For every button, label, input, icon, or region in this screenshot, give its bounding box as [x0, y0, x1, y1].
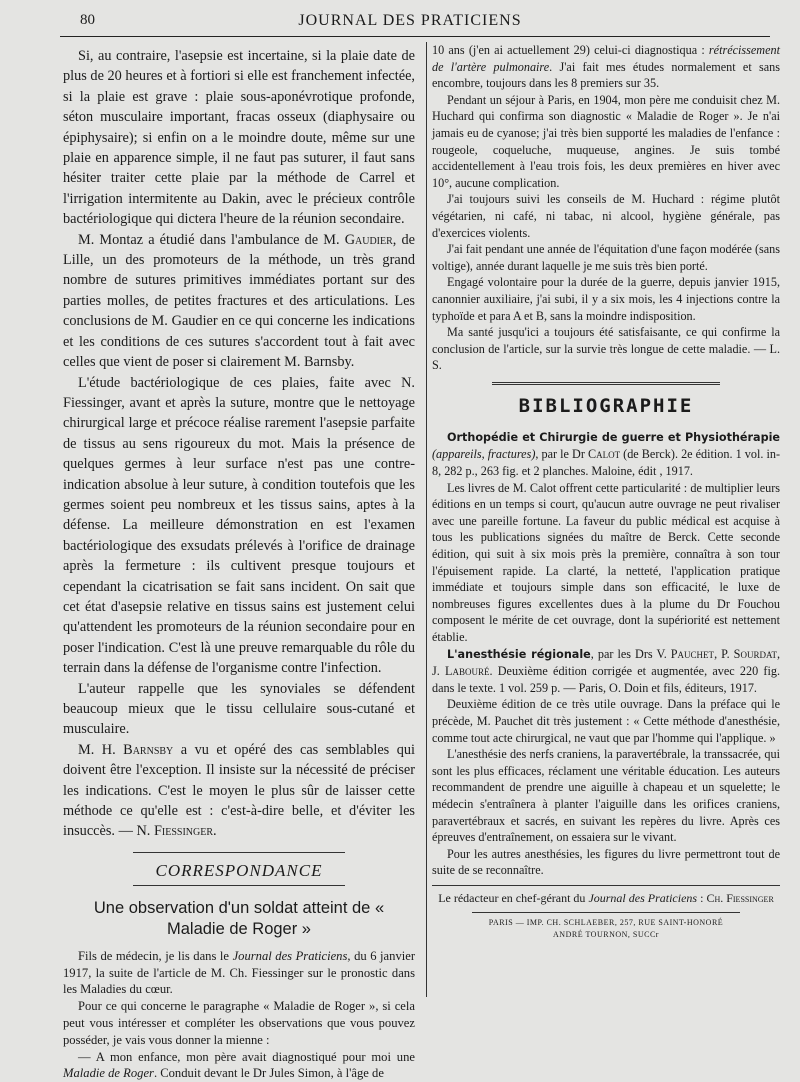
header-rule — [60, 36, 770, 37]
author-name: Gaudier — [344, 231, 393, 248]
text-run: Le rédacteur en chef-gérant du — [438, 890, 589, 905]
page-header — [60, 10, 760, 38]
footer-rule — [432, 885, 780, 886]
editor-name: Ch. Fiessinger — [706, 890, 774, 905]
text-run: M. Montaz a étudié dans l'ambulance de M. — [78, 231, 345, 248]
text-run-italic: (appareils, fractures) — [432, 447, 536, 462]
paragraph: Engagé volontaire pour la durée de la guerre, depuis janvier 1915, canonnier auxiliaire, j'ai subi, il y a six mois, les 4 injections contre la typhoïde et para A et B, sans la moindre indisposition. — [432, 275, 780, 323]
text-run: . Deuxième édition corrigée et augmentée, avec 220 fig. dans le texte. 1 vol. 259 p. — Paris, O. Doin et fils, éditeurs, 1917. — [432, 664, 780, 695]
paragraph: L'auteur rappelle que les synoviales se défendent beaucoup mieux que le tissu cellulaire sous-cutané et musculaire. — [63, 680, 415, 738]
paragraph: Pour les autres anesthésies, les figures du livre permettront tout de suite de se reconnaître. — [432, 846, 780, 878]
text-run: a vu et opéré des cas semblables qui doivent être l'exception. Il insiste sur la nécessité de préciser les indications. C'est le moyen le plus sûr de laisser cette méthode ce qu'elle est : c'est-à-dire belle, et d'éviter les insuccès. — N. — [63, 741, 415, 840]
paragraph: Si, au contraire, l'asepsie est incertaine, si la plaie date de plus de 20 heures et à fortiori si elle est franchement infectée, si la plaie est grave : plaie sous-aponévrotique profonde, séton musculaire important, fracas osseux (diaphysaire ou épiphysaire); si enfin on a le moindre doute, même sur une plaie en apparence simple, il ne faut pas suturer, il faut sans hésiter traiter cette plaie par la méthode de Carrel et l'irrigation intermitente au Dakin, avec le précieux contrôle bactériologique qui dictera l'heure de la réunion secondaire. — [63, 48, 415, 228]
paragraph: Ma santé jusqu'ici a toujours été satisfaisante, ce qui confirme la conclusion de l'article, sur la survie très longue de cette maladie. — L. S. — [432, 325, 780, 373]
printer-line: PARIS — IMP. CH. SCHLAEBER, 257, RUE SAINT-HONORÉ — [488, 917, 724, 927]
column-divider — [426, 42, 427, 997]
text-run-italic: rétrécissement de l'artère pulmonaire — [432, 43, 780, 74]
bibliographie-heading: BIBLIOGRAPHIE — [518, 394, 694, 417]
section-rule — [492, 382, 720, 385]
section-rule — [133, 852, 345, 853]
article-title: Une observation d'un soldat atteint de « Maladie de Roger » — [93, 898, 385, 938]
journal-name: Journal des Praticiens — [232, 948, 348, 963]
paragraph: J'ai fait pendant une année de l'équitation d'une façon modérée (sans voltige), année durant laquelle je me suis très bien porté. — [432, 242, 780, 273]
paragraph — [63, 230, 415, 373]
book-title: L'anesthésie régionale — [447, 647, 591, 661]
printer-rule — [472, 912, 740, 913]
correspondance-heading: CORRESPONDANCE — [155, 860, 323, 880]
text-run: . J'ai fait mes études normalement et sans encombre, toujours dans les 8 premiers sur 35. — [432, 59, 780, 91]
paragraph: Pendant un séjour à Paris, en 1904, mon père me conduisit chez M. Huchard qui confirma son diagnostic « Maladie de Roger ». Je n'ai jamais eu de cyanose; j'ai très bien supporté les maladies de l'enfance : rougeole, coqueluche, muqueuse, angines. Je suis tombé accidentellement à l'eau trois fois, les deux premières en hiver avec 10°, aucune complication. — [432, 92, 780, 190]
paragraph: J'ai toujours suivi les conseils de M. Huchard : régime plutôt végétarien, ni café, ni tabac, ni alcool, hygiène générale, pas d'exercices violents. — [432, 192, 780, 240]
paragraph: L'anesthésie des nerfs craniens, la paravertébrale, la transsacrée, qui sont les plus efficaces, réclament une véritable éducation. Les auteurs recommandent de prendre une aiguille à chapeau et un squelette; le médecin s'entraînera à planter l'aiguille dans les orifices craniens, paravertébraux et sacrés, en suivant les repères du livre. Après ces épreuves d'entraînement, on essaiera sur le vivant. — [432, 747, 780, 845]
paragraph: Les livres de M. Calot offrent cette particularité : de multiplier leurs éditions en un temps si court, qu'aucun autre ouvrage ne peut rivaliser avec une pareille fortune. La faveur du public médical est acquise à tous les publications signées du maître de Berck. Cette seconde édition, qui suit à six mois près la première, connaîtra à son tour l'épuisement rapide. La clarté, la netteté, l'application pratique immédiate et toujours simple dans son efficacité, le luxe de nombreuses figures excellentes dues à la plume du Dr Fouchou composent le mérite de cet ouvrage, dont la supériorité est nettement établie. — [432, 480, 780, 644]
paragraph — [432, 42, 780, 92]
book-entry — [432, 646, 780, 697]
right-column — [432, 42, 780, 941]
paragraph — [63, 948, 415, 998]
book-title: Orthopédie et Chirurgie de guerre et Physiothérapie — [447, 430, 780, 444]
paragraph: Deuxième édition de ce très utile ouvrage. Dans la préface qui le précède, M. Pauchet dit très justement : « Cette méthode d'anesthésie, comme tout acte chirurgical, ne vaut que par l'homme qui l'applique. » — [432, 697, 780, 745]
text-run: , du 6 janvier 1917, la suite de l'article de M. Ch. Fiessinger sur le pronostic dans les Maladies du cœur. — [63, 948, 416, 997]
text-run: — A mon enfance, mon père avait diagnostiqué pour moi une — [78, 1049, 415, 1064]
text-run: . Conduit devant le Dr Jules Simon, à l'âge de — [153, 1066, 384, 1081]
left-column — [63, 46, 415, 1082]
text-run: (de Berck). 2e édition. 1 vol. in-8, 282 p., 263 fig. et 2 planches. Maloine, édit , 1917. — [432, 447, 781, 479]
text-run: , J. — [432, 646, 780, 679]
text-run: Fils de médecin, je lis dans le — [78, 948, 233, 963]
author-name: Sourdat — [733, 646, 777, 661]
text-run: M. H. — [78, 741, 124, 758]
page-number: 80 — [80, 12, 95, 28]
section-rule — [133, 885, 345, 886]
journal-title: JOURNAL DES PRATICIENS — [298, 12, 522, 29]
author-name: Labouré — [445, 664, 490, 679]
author-name: Barnsby — [123, 741, 174, 758]
signature: Fiessinger — [153, 823, 214, 840]
paragraph: Pour ce qui concerne le paragraphe « Maladie de Roger », si cela peut vous intéresser et compléter les observations que vous pouvez posséder, je vais vous donner la mienne : — [63, 999, 415, 1047]
paragraph — [63, 740, 415, 842]
book-entry — [432, 429, 780, 480]
text-run: , par les Drs V. — [590, 646, 671, 661]
editor-line — [432, 890, 780, 906]
journal-name: Journal des Praticiens — [588, 890, 698, 905]
author-name: Calot — [587, 447, 621, 462]
text-run: . — [213, 823, 217, 840]
paragraph: L'étude bactériologique de ces plaies, faite avec N. Fiessinger, avant et après la suture, montre que le nettoyage chirurgical large et précoce réalise rarement l'asepsie parfaite de tissus au sens rigoureux du mot. Mais la présence de quelques germes à leur surface n'est pas une contre-indication absolue à leur suture, à condition toutefois que les germes soient peu nombreux et les tissus sains, aptes à la défense. La meilleure démonstration en est l'examen bactériologique des exsudats prélevés à l'orifice de drainage après la fermeture : ils cultivent presque toujours et cependant la cicatrisation se fait sans incident. On sait que cet état d'asepsie relative en tissus sains est justement celui qu'attendent les promoteurs de la réunion secondaire pour en poser l'indication. C'est là une preuve remarquable du rôle du terrain dans la défense de l'organisme contre l'infection. — [63, 374, 415, 677]
printer-line: ANDRÉ TOURNON, SUCCr — [553, 929, 659, 939]
text-run: , P. — [714, 646, 734, 661]
text-run: : — [697, 890, 707, 905]
text-run: 10 ans (j'en ai actuellement 29) celui-ci diagnostiqua : — [432, 43, 709, 57]
text-run-italic: Maladie de Roger — [63, 1066, 154, 1081]
text-run: , par le Dr — [535, 447, 588, 462]
text-run: , de Lille, un des promoteurs de la méthode, un très grand nombre de sutures primitives immédiates portant sur des parties molles, de petites fractures et des articulations. Les conclusions de M. Gaudier en ce qui concerne les indications et les conditions de ces sutures s'accordent tout à fait avec celles que vient de poser si clairement M. Barnsby. — [63, 231, 415, 371]
paragraph — [63, 1049, 415, 1082]
author-name: Pauchet — [670, 646, 715, 661]
